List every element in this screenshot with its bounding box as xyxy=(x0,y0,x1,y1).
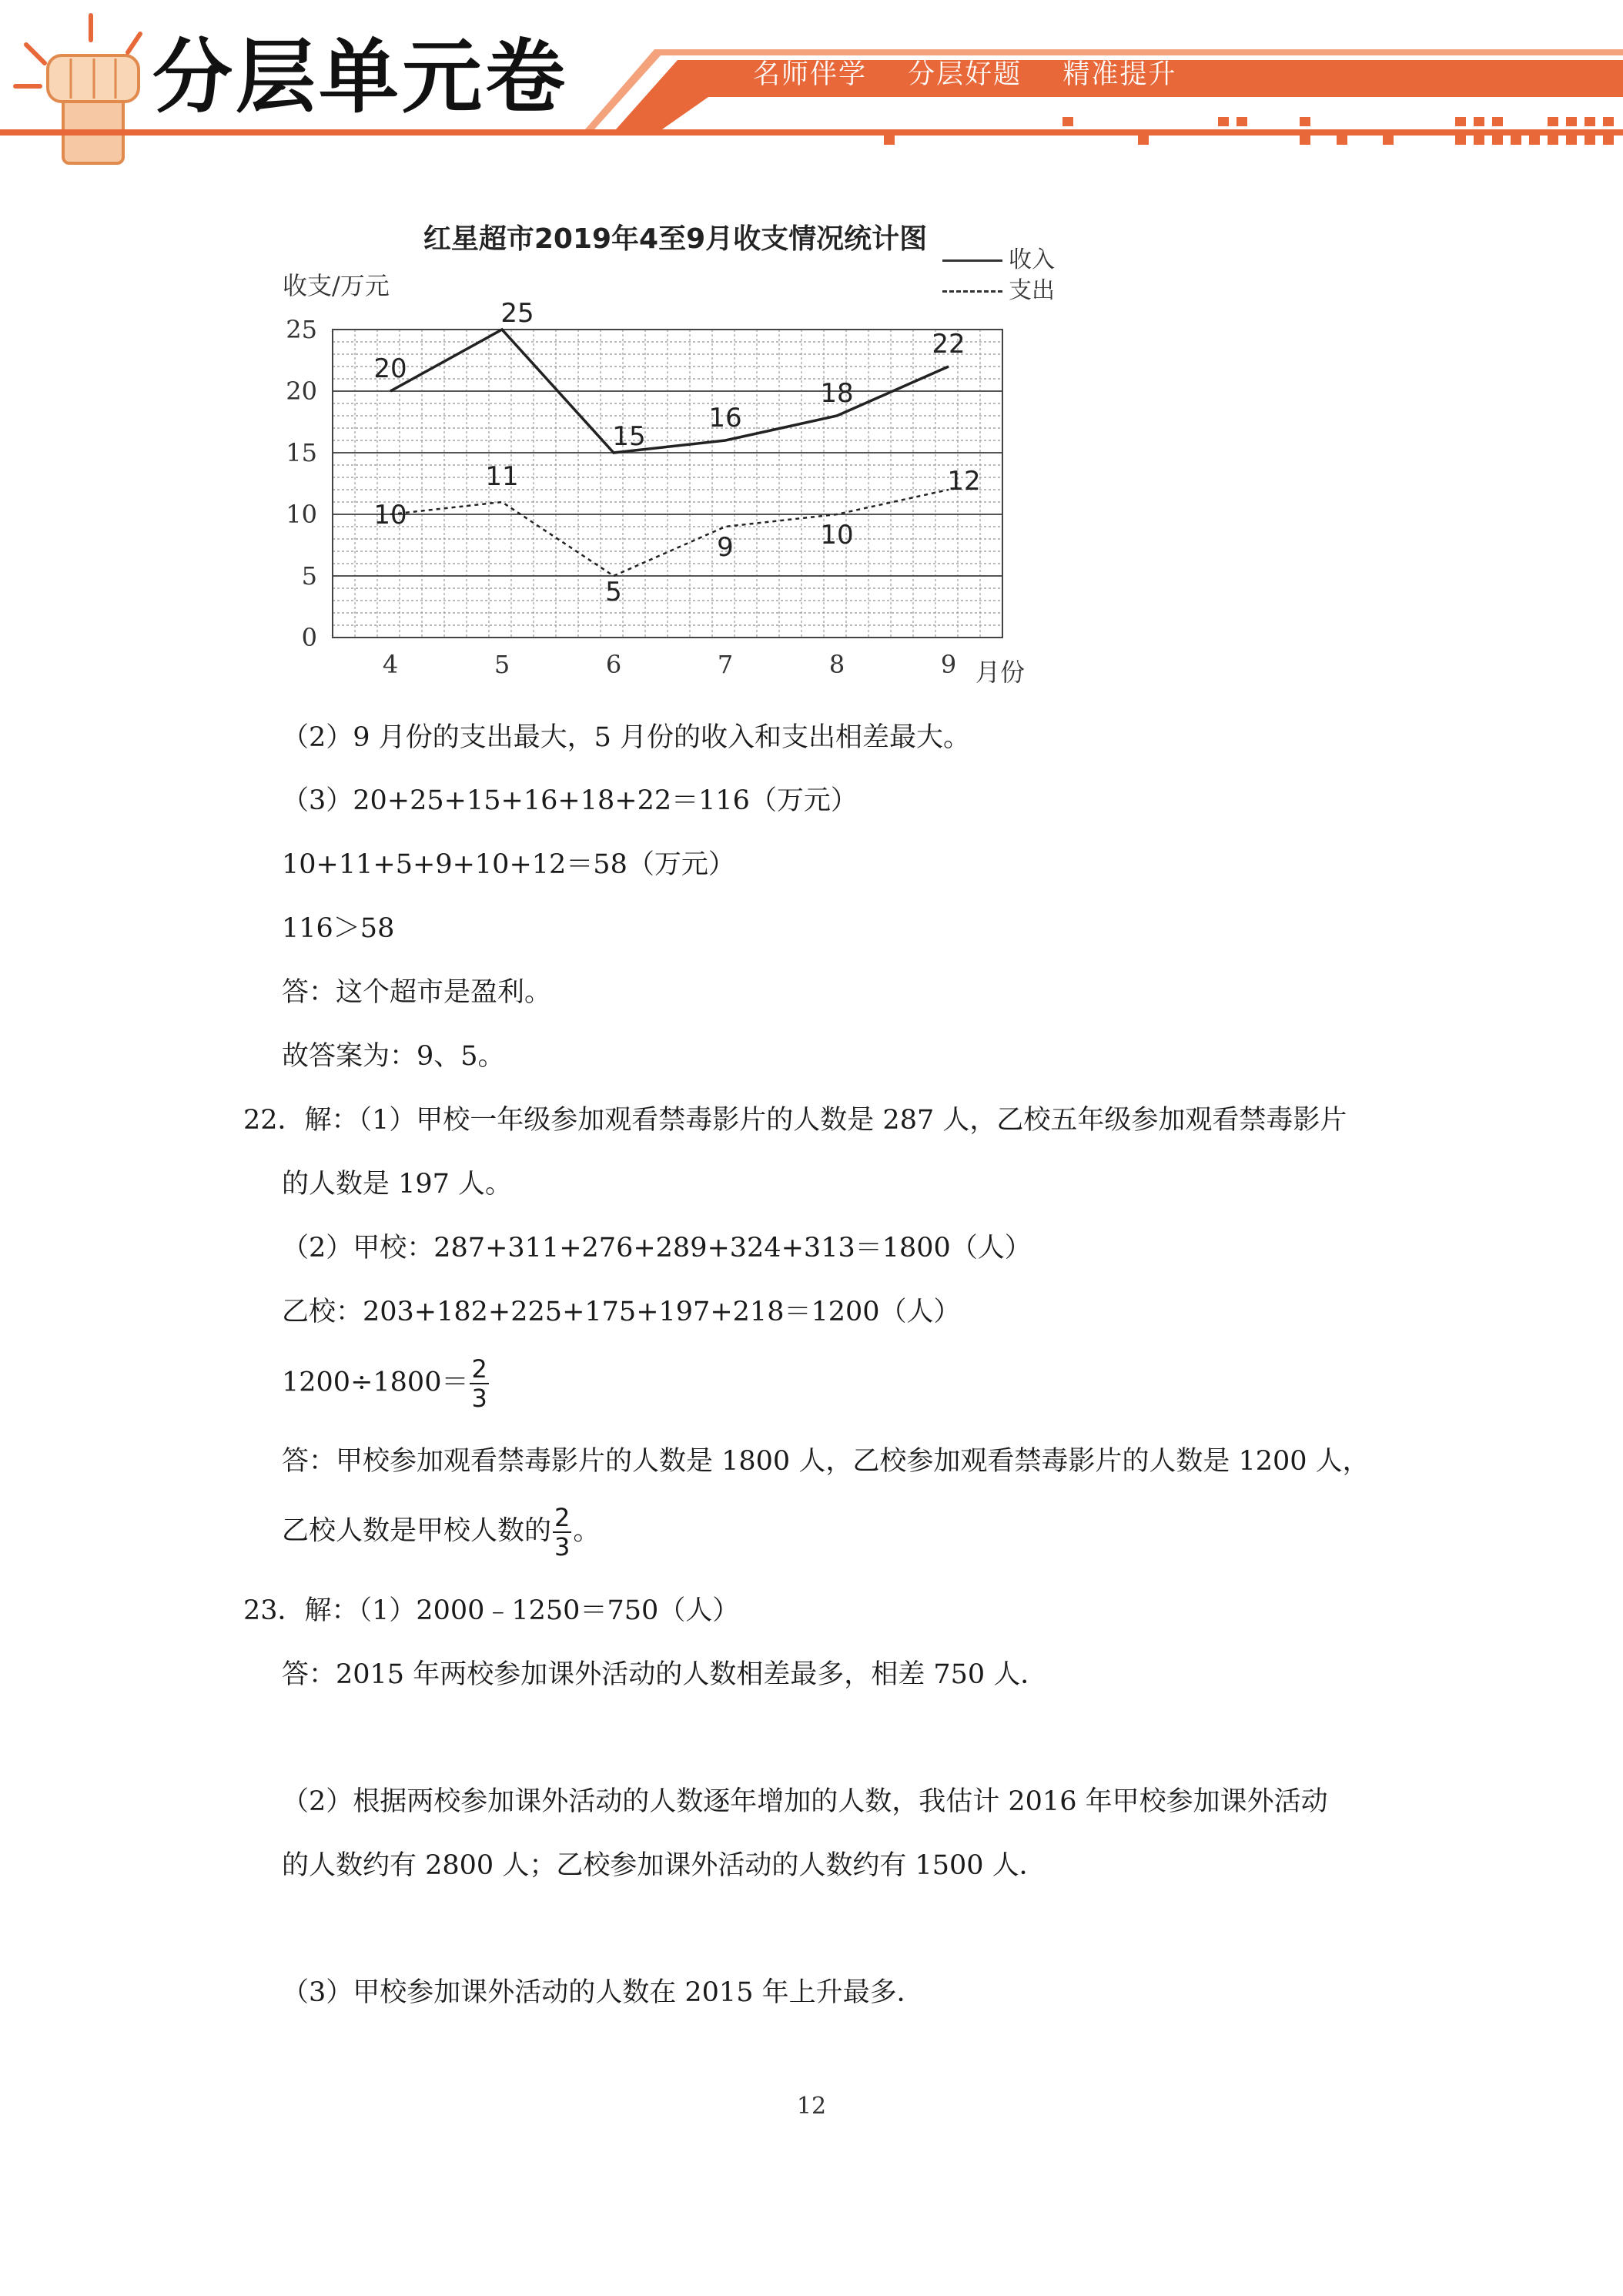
data-label: 12 xyxy=(947,466,981,497)
x-tick-label: 4 xyxy=(382,650,399,679)
chart-title: 红星超市2019年4至9月收支情况统计图 xyxy=(423,223,928,255)
question-line: 23．解：（1）2000﹣1250＝750（人） xyxy=(243,1595,740,1626)
tagline-item: 分层好题 xyxy=(908,59,1022,90)
data-label: 22 xyxy=(932,329,965,360)
fraction-line xyxy=(282,1354,490,1413)
tagline-item: 名师伴学 xyxy=(753,59,868,90)
x-axis-label: 月份 xyxy=(975,658,1026,687)
y-tick-label: 10 xyxy=(286,500,317,529)
x-tick-label: 9 xyxy=(940,650,957,679)
text-segment: 乙校人数是甲校人数的 xyxy=(282,1515,552,1547)
data-label: 10 xyxy=(820,520,854,551)
fraction xyxy=(553,1505,571,1559)
answer-line: 答：这个超市是盈利。 xyxy=(282,977,552,1008)
chart-plot xyxy=(279,206,1072,691)
data-label: 11 xyxy=(485,461,519,492)
fraction xyxy=(470,1354,488,1413)
line-chart xyxy=(279,206,1072,691)
text-line: 116＞58 xyxy=(282,913,395,944)
data-label: 9 xyxy=(717,532,734,563)
y-tick-label: 0 xyxy=(301,623,317,652)
fist-icon xyxy=(15,15,140,163)
brand-title: 分层单元卷 xyxy=(152,30,569,124)
tagline-item: 精准提升 xyxy=(1062,59,1177,90)
x-tick-label: 6 xyxy=(605,650,622,679)
fraction-denominator: 3 xyxy=(471,1384,487,1413)
expense-line xyxy=(390,490,949,576)
y-tick-label: 5 xyxy=(301,561,317,591)
text-line: （2）根据两校参加课外活动的人数逐年增加的人数，我估计 2016 年甲校参加课外活动 xyxy=(282,1786,1328,1817)
x-tick-label: 5 xyxy=(494,650,510,679)
text-line: （2）甲校：287+311+276+289+324+313＝1800（人） xyxy=(282,1233,1032,1263)
text-segment: 。 xyxy=(573,1515,601,1547)
data-label: 18 xyxy=(820,378,854,409)
y-tick-label: 20 xyxy=(286,377,317,406)
text-line: 乙校：203+182+225+175+197+218＝1200（人） xyxy=(282,1297,961,1327)
fraction-numerator: 2 xyxy=(471,1354,487,1384)
text-line: （3）20+25+15+16+18+22＝116（万元） xyxy=(282,785,858,816)
x-tick-label: 7 xyxy=(717,650,734,679)
page-header xyxy=(0,0,1623,166)
answer-line: 答：甲校参加观看禁毒影片的人数是 1800 人，乙校参加观看禁毒影片的人数是 1200 人， xyxy=(282,1446,1370,1477)
text-segment: 1200÷1800＝ xyxy=(282,1367,469,1398)
text-line: 10+11+5+9+10+12＝58（万元） xyxy=(282,849,735,880)
y-axis-label: 收支/万元 xyxy=(283,271,390,300)
text-line: 的人数约有 2800 人；乙校参加课外活动的人数约有 1500 人． xyxy=(282,1850,1046,1881)
legend-label: 收入 xyxy=(1009,246,1055,273)
tagline xyxy=(753,59,1207,90)
text-line: 的人数是 197 人。 xyxy=(282,1169,513,1200)
y-tick-label: 25 xyxy=(286,315,317,344)
data-label: 5 xyxy=(605,577,622,607)
data-label: 15 xyxy=(612,421,646,452)
data-label: 16 xyxy=(708,403,742,433)
text-line: （3）甲校参加课外活动的人数在 2015 年上升最多． xyxy=(282,1977,924,2008)
answer-line: 答：2015 年两校参加课外活动的人数相差最多，相差 750 人． xyxy=(282,1659,1048,1690)
answer-line: 故答案为：9、5。 xyxy=(282,1041,505,1072)
page-number: 12 xyxy=(796,2093,827,2120)
data-label: 10 xyxy=(373,500,407,530)
fraction-numerator: 2 xyxy=(554,1503,571,1532)
legend-label: 支出 xyxy=(1009,277,1055,304)
text-line: （2）9 月份的支出最大，5 月份的收入和支出相差最大。 xyxy=(282,722,971,753)
data-label: 20 xyxy=(373,353,407,384)
data-label: 25 xyxy=(500,298,534,329)
fraction-line xyxy=(282,1505,600,1559)
y-tick-label: 15 xyxy=(286,438,317,467)
x-tick-label: 8 xyxy=(828,650,845,679)
fraction-denominator: 3 xyxy=(554,1532,571,1561)
question-line: 22．解：（1）甲校一年级参加观看禁毒影片的人数是 287 人，乙校五年级参加观看禁毒影片 xyxy=(243,1105,1347,1136)
